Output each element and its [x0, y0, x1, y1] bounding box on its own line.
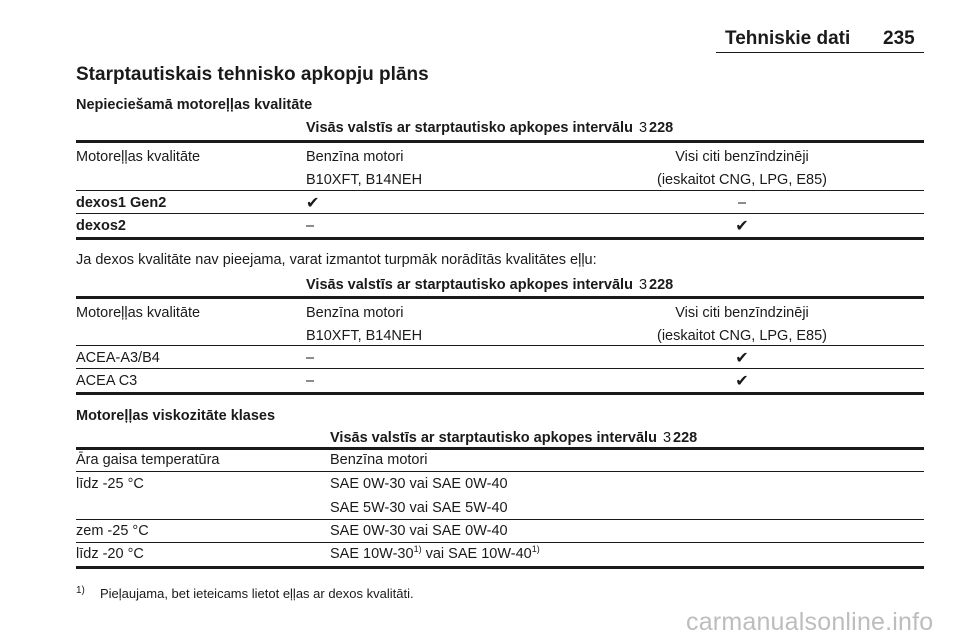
table2-bottom-rule [76, 392, 924, 395]
intro-paragraph: Ja dexos kvalitāte nav pieejama, varat izmantot turpmāk norādītās kvalitātes eļļu: [76, 252, 597, 268]
table2-col3-header-line1: Visi citi benzīndzinēji [675, 305, 809, 321]
dash-cell: – [306, 350, 315, 366]
table3-header-rule [76, 471, 924, 472]
footnote-ref: 1) [531, 544, 540, 555]
page-ref-link[interactable]: 228 [673, 430, 698, 446]
viscosity-value: SAE 0W-30 vai SAE 0W-40 [330, 523, 508, 539]
table-row-label: zem -25 °C [76, 523, 149, 539]
table2-top-rule [76, 296, 924, 299]
oil-quality-group-label: Nepieciešamā motoreļļas kvalitāte [76, 97, 313, 113]
table1-bottom-rule [76, 237, 924, 240]
table1-top-rule [76, 140, 924, 143]
arrow-icon: 3 [662, 430, 672, 446]
table2-col2-header-line2: B10XFT, B14NEH [306, 328, 423, 344]
dash-cell: – [306, 373, 315, 389]
table2-col1-header: Motoreļļas kvalitāte [76, 305, 201, 321]
check-icon: ✔ [735, 373, 749, 390]
table1-col2-header-line1: Benzīna motori [306, 149, 404, 165]
table-row-label: ACEA-A3/B4 [76, 350, 160, 366]
table3-span-header: Visās valstīs ar starptautisko apkopes intervālu 3 228 [330, 430, 698, 446]
arrow-icon: 3 [638, 120, 648, 136]
page-ref-link[interactable]: 228 [649, 277, 674, 293]
check-icon: ✔ [735, 218, 749, 235]
table1-col1-header: Motoreļļas kvalitāte [76, 149, 201, 165]
table2-col2-header-line1: Benzīna motori [306, 305, 404, 321]
watermark: carmanualsonline.info [686, 608, 934, 636]
table3-bottom-rule [76, 566, 924, 569]
viscosity-value: SAE 10W-30$^{1)}$ vai SAE 10W-40$^{1)}$ [330, 544, 540, 562]
arrow-icon: 3 [638, 277, 648, 293]
dash-cell: – [306, 218, 315, 234]
dash-cell: – [737, 195, 747, 211]
table1-col3-header-line1: Visi citi benzīndzinēji [675, 149, 809, 165]
table2-col3-header-line2: (ieskaitot CNG, LPG, E85) [656, 328, 828, 344]
check-icon: ✔ [735, 350, 749, 367]
table1-span-header: Visās valstīs ar starptautisko apkopes intervālu 3 228 [306, 120, 674, 136]
table-row-label: līdz -25 °C [76, 476, 144, 492]
table3-col2-header: Benzīna motori [330, 452, 428, 468]
section-title: Starptautiskais tehnisko apkopju plāns [76, 64, 429, 85]
table1-header-rule [76, 190, 924, 191]
table1-row-rule [76, 213, 924, 214]
header-rule [716, 52, 924, 53]
page-number: 235 [883, 28, 915, 49]
table-row-label: ACEA C3 [76, 373, 138, 389]
table2-span-header: Visās valstīs ar starptautisko apkopes intervālu 3 228 [306, 277, 674, 293]
check-icon: ✔ [306, 195, 320, 212]
table1-col3-header-line2: (ieskaitot CNG, LPG, E85) [656, 172, 828, 188]
table3-col1-header: Āra gaisa temperatūra [76, 452, 220, 468]
table-row-label: dexos1 Gen2 [76, 195, 167, 211]
table3-row-rule [76, 519, 924, 520]
table1-col2-header-line2: B10XFT, B14NEH [306, 172, 423, 188]
footnote-text: Pieļaujama, bet ieteicams lietot eļļas ar dexos kvalitāti. [100, 586, 414, 601]
table2-row-rule [76, 368, 924, 369]
page-ref-link[interactable]: 228 [649, 120, 674, 136]
table-row-label: dexos2 [76, 218, 126, 234]
footnote-ref: 1) [413, 544, 422, 555]
table2-header-rule [76, 345, 924, 346]
table3-row-rule [76, 542, 924, 543]
footnote-mark: 1) [76, 585, 85, 596]
table3-top-rule [76, 447, 924, 450]
table-row-label: līdz -20 °C [76, 546, 144, 562]
page-header-title: Tehniskie dati [725, 28, 851, 49]
viscosity-value: SAE 0W-30 vai SAE 0W-40 [330, 476, 508, 492]
viscosity-group-label: Motoreļļas viskozitāte klases [76, 408, 276, 424]
viscosity-value: SAE 5W-30 vai SAE 5W-40 [330, 500, 508, 516]
